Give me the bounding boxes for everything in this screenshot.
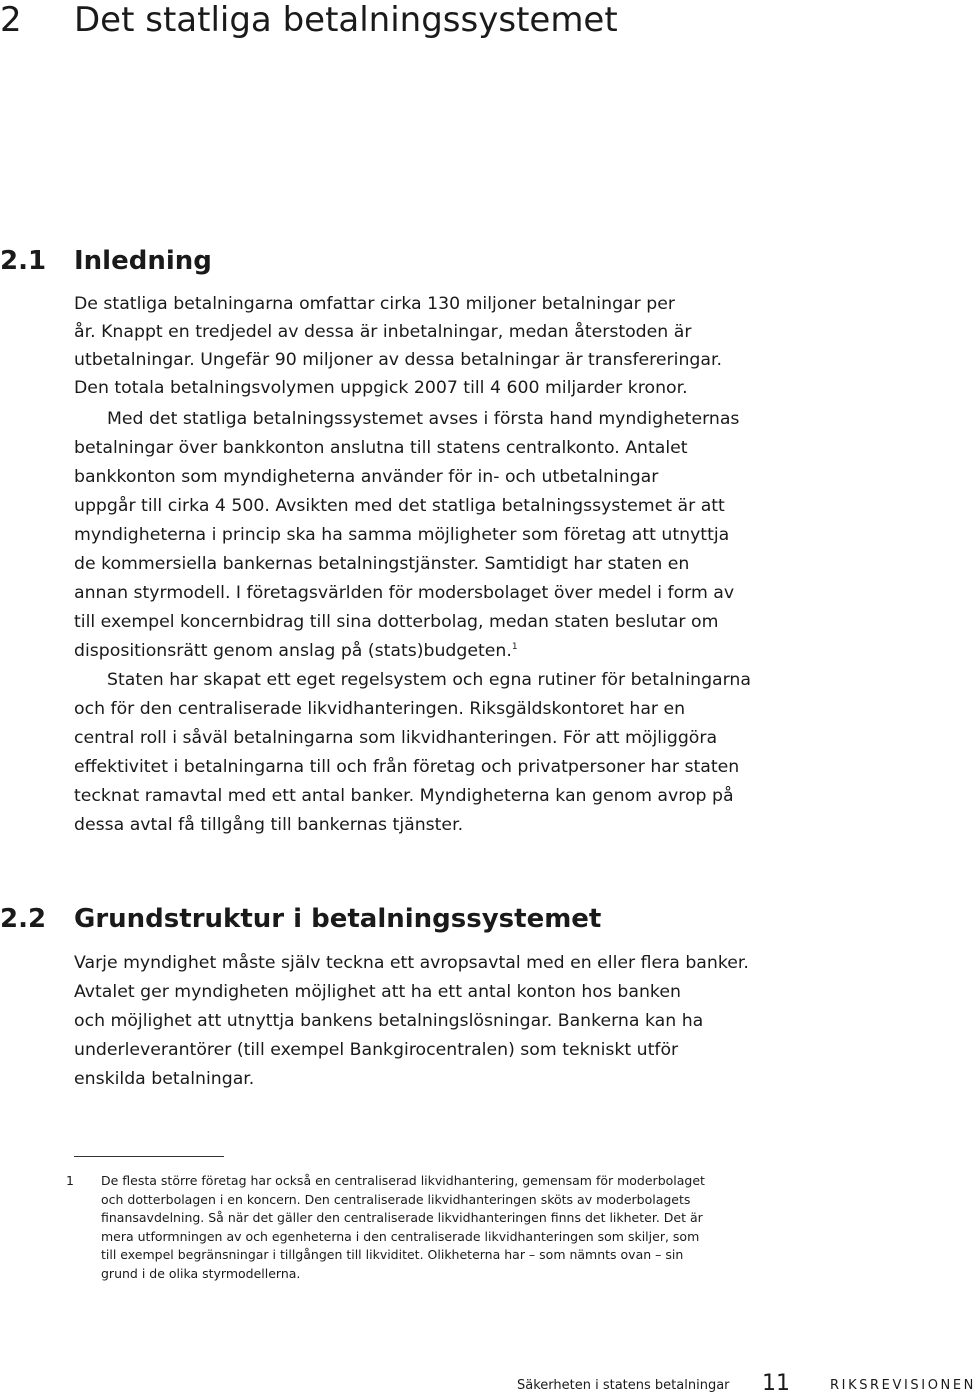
footnote-line: och dotterbolagen i en koncern. Den centraliserade likvidhanteringen sköts av moderbolagets xyxy=(101,1191,691,1207)
body-line: underleverantörer (till exempel Bankgirocentralen) som tekniskt utför xyxy=(74,1040,679,1060)
body-line: tecknat ramavtal med ett antal banker. Myndigheterna kan genom avrop på xyxy=(74,786,734,806)
body-line: och möjlighet att utnyttja bankens betalningslösningar. Bankerna kan ha xyxy=(74,1011,704,1031)
body-line: betalningar över bankkonton anslutna till statens centralkonto. Antalet xyxy=(74,438,688,458)
page-number: 11 xyxy=(762,1371,790,1396)
body-line: myndigheterna i princip ska ha samma möjligheter som företag att utnyttja xyxy=(74,525,730,545)
footnote-line: grund i de olika styrmodellerna. xyxy=(101,1265,301,1281)
section-number: 2.2 xyxy=(0,904,47,934)
body-line: Staten har skapat ett eget regelsystem och egna rutiner för betalningarna xyxy=(107,670,751,690)
footnote-line: till exempel begränsningar i tillgången till likviditet. Olikheterna har – som nämnts ovan – sin xyxy=(101,1247,684,1262)
footnote-reference[interactable]: 1 xyxy=(511,642,518,652)
body-line: central roll i såväl betalningarna som likvidhanteringen. För att möjliggöra xyxy=(74,728,718,748)
organization-logo-text: RIKSREVISIONEN xyxy=(830,1378,976,1393)
footnote-line: De flesta större företag har också en centraliserad likvidhantering, gemensam för moderbolaget xyxy=(101,1173,705,1188)
body-line: och för den centraliserade likvidhanteringen. Riksgäldskontoret har en xyxy=(74,699,686,719)
footer-document-title: Säkerheten i statens betalningar xyxy=(517,1378,730,1393)
body-line: Den totala betalningsvolymen uppgick 2007 till 4 600 miljarder kronor. xyxy=(74,378,688,398)
footnote-divider xyxy=(74,1156,224,1157)
body-text: dispositionsrätt genom anslag på (stats)budgeten. xyxy=(74,641,512,661)
footnote-line: finansavdelning. Så när det gäller den centraliserade likvidhanteringen finns det likheter. Det är xyxy=(101,1210,703,1225)
chapter-number: 2 xyxy=(0,0,22,40)
section-number: 2.1 xyxy=(0,246,47,276)
body-line: bankkonton som myndigheterna använder för in- och utbetalningar xyxy=(74,467,659,487)
body-line: uppgår till cirka 4 500. Avsikten med det statliga betalningssystemet är att xyxy=(74,496,725,516)
body-line: Varje myndighet måste själv teckna ett avropsavtal med en eller flera banker. xyxy=(74,953,749,973)
section-title: Inledning xyxy=(74,246,212,276)
body-line: dessa avtal få tillgång till bankernas tjänster. xyxy=(74,815,464,835)
body-line: annan styrmodell. I företagsvärlden för modersbolaget över medel i form av xyxy=(74,583,735,603)
body-line: Med det statliga betalningssystemet avses i första hand myndigheternas xyxy=(107,409,740,429)
body-line: enskilda betalningar. xyxy=(74,1069,255,1089)
body-line-with-footnote xyxy=(74,637,518,666)
chapter-title: Det statliga betalningssystemet xyxy=(74,0,618,40)
body-line: Avtalet ger myndigheten möjlighet att ha ett antal konton hos banken xyxy=(74,982,681,1002)
body-line: effektivitet i betalningarna till och från företag och privatpersoner har staten xyxy=(74,757,740,777)
body-line: de kommersiella bankernas betalningstjänster. Samtidigt har staten en xyxy=(74,554,690,574)
body-line: år. Knappt en tredjedel av dessa är inbetalningar, medan återstoden är xyxy=(74,322,692,342)
body-line: till exempel koncernbidrag till sina dotterbolag, medan staten beslutar om xyxy=(74,612,719,632)
footnote-line: mera utformningen av och egenheterna i den centraliserade likvidhanteringen som skiljer, som xyxy=(101,1228,700,1244)
body-line: utbetalningar. Ungefär 90 miljoner av dessa betalningar är transfereringar. xyxy=(74,350,722,370)
section-title: Grundstruktur i betalningssystemet xyxy=(74,904,602,934)
footnote-mark: 1 xyxy=(66,1173,74,1188)
body-line: De statliga betalningarna omfattar cirka 130 miljoner betalningar per xyxy=(74,294,675,314)
